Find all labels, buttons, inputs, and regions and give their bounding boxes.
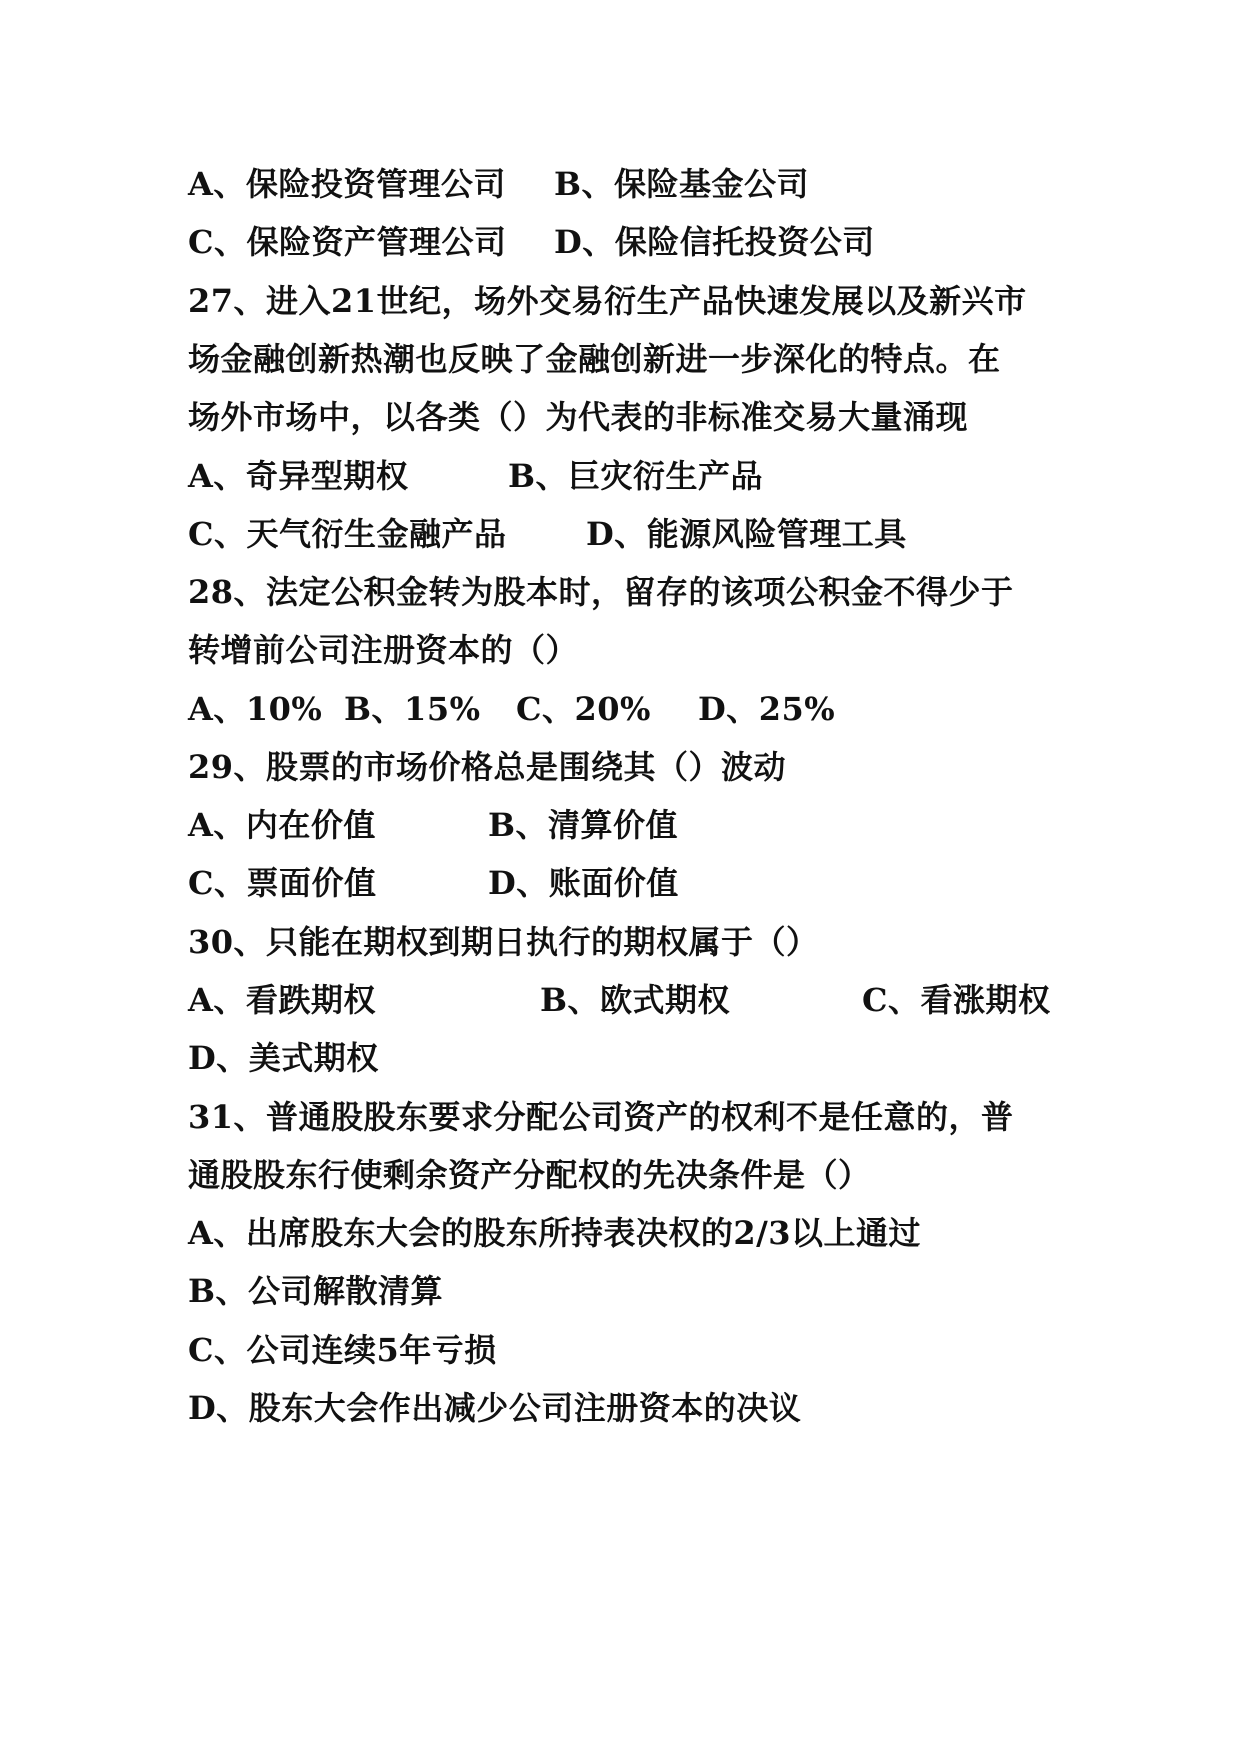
q27-option-c: C、天气衍生金融产品 <box>188 515 507 553</box>
q28-option-a: A、10% <box>188 690 323 728</box>
q29-option-c: C、票面价值 <box>188 864 377 902</box>
q29-option-a: A、内在价值 <box>188 806 376 844</box>
q29-text-line-1: 29、股票的市场价格总是围绕其（）波动 <box>188 748 787 786</box>
q27-text-line-1: 27、进入21世纪，场外交易衍生产品快速发展以及新兴市 <box>188 282 1027 320</box>
q26-option-d: D、保险信托投资公司 <box>554 223 875 261</box>
q26-option-b: B、保险基金公司 <box>554 165 810 203</box>
q31-option-d: D、股东大会作出减少公司注册资本的决议 <box>188 1389 802 1427</box>
q29-option-b: B、清算价值 <box>488 806 679 844</box>
q28-text-line-2: 转增前公司注册资本的（） <box>188 631 579 669</box>
q28-text-line-1: 28、法定公积金转为股本时，留存的该项公积金不得少于 <box>188 573 1014 611</box>
q28-option-c: C、20% <box>516 690 651 728</box>
q30-option-c: C、看涨期权 <box>862 981 1051 1019</box>
q31-option-b: B、公司解散清算 <box>188 1272 444 1310</box>
q27-option-b: B、巨灾衍生产品 <box>508 457 764 495</box>
q28-option-b: B、15% <box>344 690 481 728</box>
q27-option-a: A、奇异型期权 <box>188 457 409 495</box>
q30-option-a: A、看跌期权 <box>188 981 376 1019</box>
q30-option-b: B、欧式期权 <box>540 981 731 1019</box>
q27-option-d: D、能源风险管理工具 <box>586 515 907 553</box>
q31-option-a: A、出席股东大会的股东所持表决权的2/3以上通过 <box>188 1214 922 1252</box>
q27-text-line-2: 场金融创新热潮也反映了金融创新进一步深化的特点。在 <box>188 340 1001 378</box>
q28-option-d: D、25% <box>698 690 836 728</box>
q31-option-c: C、公司连续5年亏损 <box>188 1331 497 1369</box>
q26-option-a: A、保险投资管理公司 <box>188 165 506 203</box>
q26-option-c: C、保险资产管理公司 <box>188 223 507 261</box>
q30-text-line-1: 30、只能在期权到期日执行的期权属于（） <box>188 923 819 961</box>
q31-text-line-2: 通股股东行使剩余资产分配权的先决条件是（） <box>188 1156 871 1194</box>
q31-text-line-1: 31、普通股股东要求分配公司资产的权利不是任意的，普 <box>188 1098 1014 1136</box>
q29-option-d: D、账面价值 <box>488 864 679 902</box>
q30-option-d: D、美式期权 <box>188 1039 379 1077</box>
q27-text-line-3: 场外市场中，以各类（）为代表的非标准交易大量涌现 <box>188 398 969 436</box>
